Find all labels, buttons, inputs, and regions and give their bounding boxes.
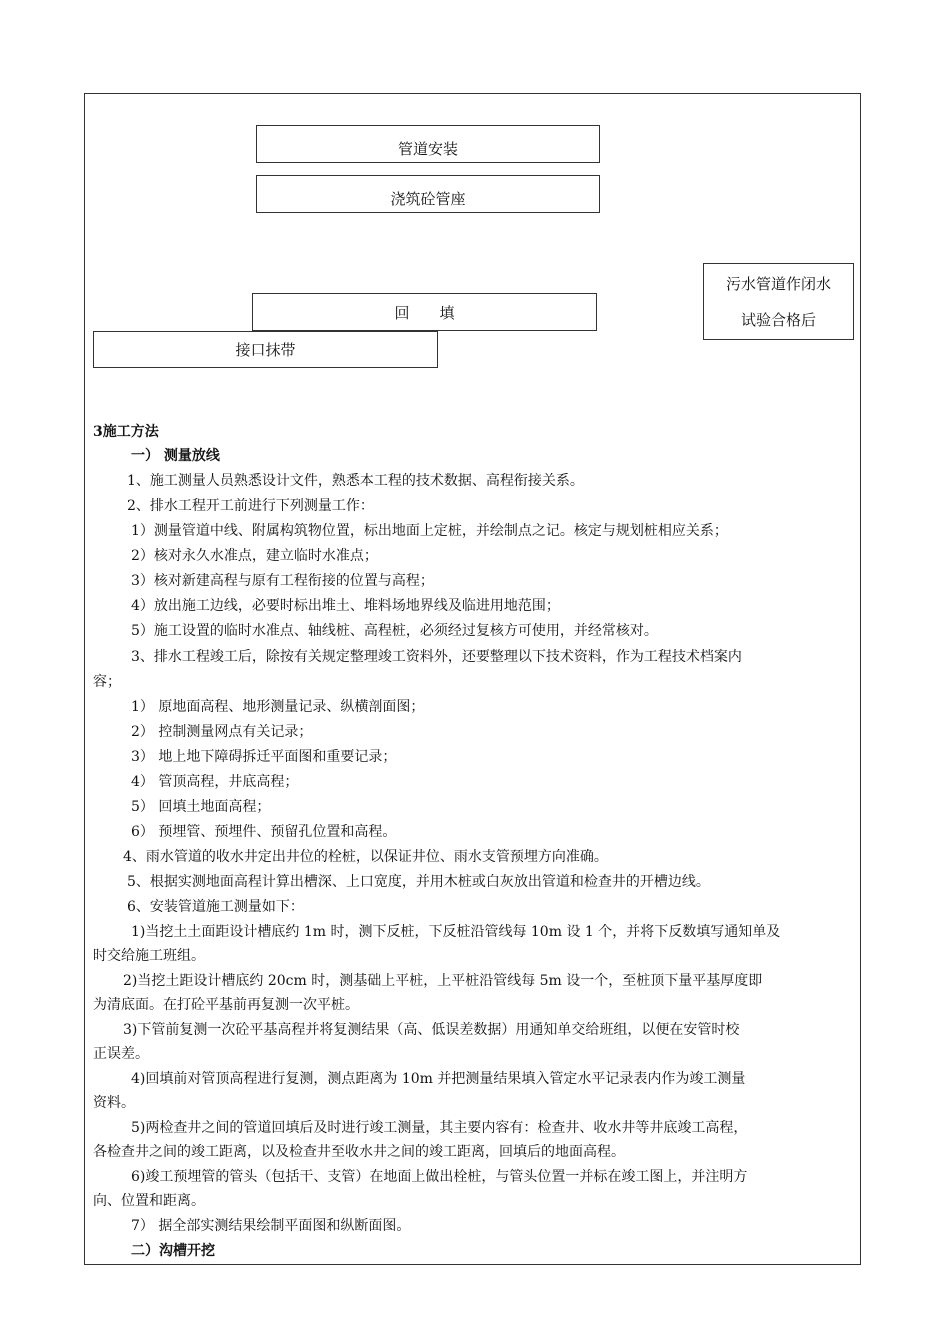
section-title: 3施工方法 (93, 424, 159, 440)
flow-label: 管道安装 (397, 139, 458, 158)
paragraph: 容； (93, 674, 121, 690)
paragraph: 5、根据实测地面高程计算出槽深、上口宽度，并用木桩或白灰放出管道和检查井的开槽边线。 (127, 874, 710, 890)
paragraph: 3、排水工程竣工后，除按有关规定整理竣工资料外，还要整理以下技术资料，作为工程技术档案内 (131, 649, 742, 665)
subsection-title: 一） 测量放线 (131, 448, 220, 464)
list-item: 4）放出施工边线，必要时标出堆土、堆料场地界线及临进用地范围； (131, 598, 560, 614)
flow-box-closed-water-test (703, 263, 854, 340)
subsection-title: 二）沟槽开挖 (131, 1243, 215, 1259)
flow-box-joint-band (93, 331, 438, 368)
flow-label: 接口抹带 (235, 341, 296, 359)
flow-label: 浇筑砼管座 (390, 189, 466, 208)
flow-box-backfill (252, 293, 597, 331)
list-item: 4） 管顶高程，井底高程； (131, 774, 299, 790)
list-item: 5)两检查井之间的管道回填后及时进行竣工测量，其主要内容有：检查井、收水井等井底竣工高程， (131, 1120, 748, 1136)
list-item: 3） 地上地下障碍拆迁平面图和重要记录； (131, 749, 397, 765)
list-item: 1)当挖土土面距设计槽底约 1m 时，测下反桩，下反桩沿管线每 10m 设 1 个，并将下反数填写通知单及 (131, 924, 781, 940)
list-item: 1） 原地面高程、地形测量记录、纵横剖面图； (131, 699, 425, 715)
list-item: 2） 控制测量网点有关记录； (131, 724, 313, 740)
flow-label: 试验合格后 (740, 310, 816, 329)
flow-box-pour-base (256, 175, 600, 213)
list-item: 2)当挖土距设计槽底约 20cm 时，测基础上平桩，上平桩沿管线每 5m 设一个，至桩顶下量平基厚度即 (123, 973, 763, 989)
paragraph: 6、安装管道施工测量如下： (127, 899, 304, 915)
list-item: 向、位置和距离。 (93, 1193, 205, 1209)
list-item: 为清底面。在打砼平基前再复测一次平桩。 (93, 997, 359, 1013)
paragraph: 1、施工测量人员熟悉设计文件，熟悉本工程的技术数据、高程衔接关系。 (127, 473, 584, 489)
paragraph: 2、排水工程开工前进行下列测量工作： (127, 498, 374, 514)
list-item: 各检查井之间的竣工距离，以及检查井至收水井之间的竣工距离，回填后的地面高程。 (93, 1144, 625, 1160)
list-item: 2）核对永久水准点，建立临时水准点； (131, 548, 378, 564)
list-item: 3)下管前复测一次砼平基高程并将复测结果（高、低误差数据）用通知单交给班组，以便在安管时校 (123, 1022, 740, 1038)
flow-label: 回 填 (394, 303, 455, 322)
list-item: 3）核对新建高程与原有工程衔接的位置与高程； (131, 573, 434, 589)
flow-box-pipe-install (256, 125, 600, 163)
list-item: 6)竣工预埋管的管头（包括干、支管）在地面上做出栓桩，与管头位置一并标在竣工图上，并注明方 (131, 1169, 748, 1185)
list-item: 7） 据全部实测结果绘制平面图和纵断面图。 (131, 1218, 411, 1234)
list-item: 5）施工设置的临时水准点、轴线桩、高程桩，必须经过复核方可使用，并经常核对。 (131, 623, 658, 639)
flow-label: 污水管道作闭水 (725, 274, 831, 293)
list-item: 5） 回填土地面高程； (131, 799, 271, 815)
list-item: 正误差。 (93, 1046, 149, 1062)
list-item: 1）测量管道中线、附属构筑物位置，标出地面上定桩，并绘制点之记。核定与规划桩相应关系； (131, 523, 728, 539)
list-item: 资料。 (93, 1095, 135, 1111)
list-item: 6） 预埋管、预埋件、预留孔位置和高程。 (131, 824, 397, 840)
paragraph: 4、雨水管道的收水井定出井位的栓桩，以保证井位、雨水支管预埋方向准确。 (123, 849, 608, 865)
list-item: 时交给施工班组。 (93, 948, 205, 964)
list-item: 4)回填前对管顶高程进行复测，测点距离为 10m 并把测量结果填入管定水平记录表内作为竣工测量 (131, 1071, 746, 1087)
